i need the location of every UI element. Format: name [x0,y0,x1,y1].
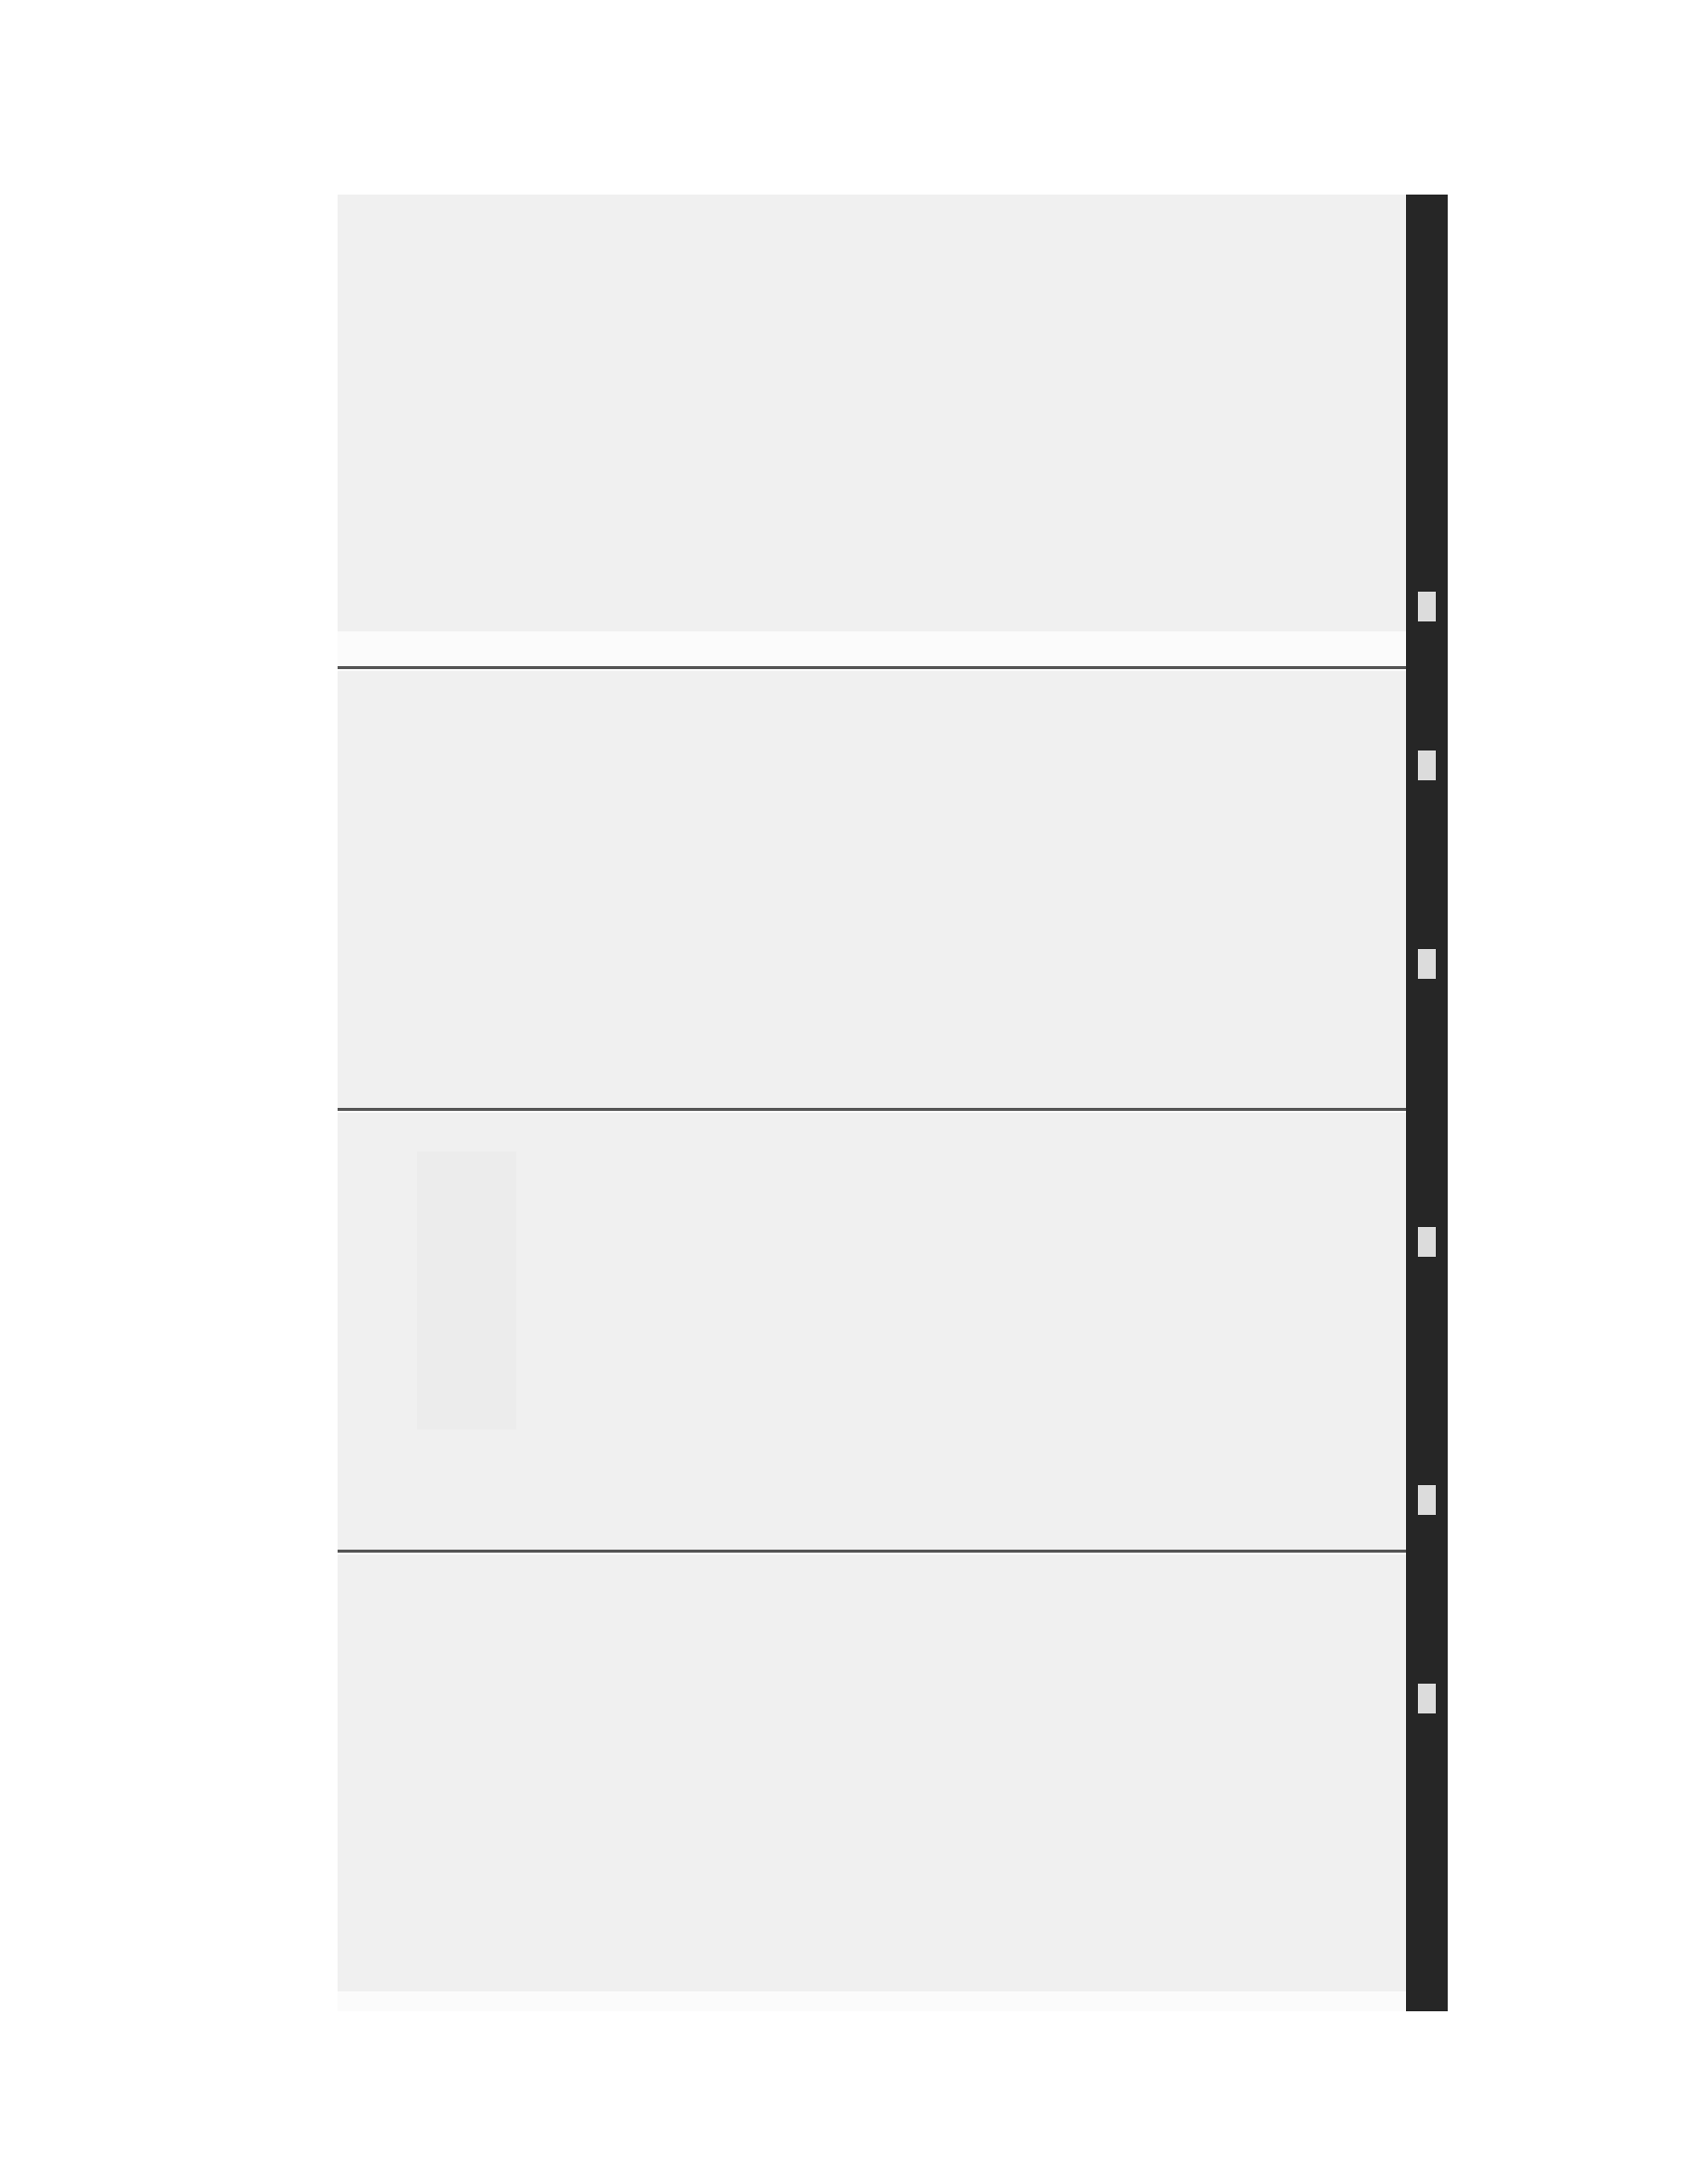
text-band-1 [338,195,1448,631]
sidebar-mark [1418,1227,1436,1257]
text-band-2 [338,671,1448,1108]
section-heading [417,1152,516,1430]
sidebar-mark [1418,592,1436,621]
sidebar-mark [1418,1684,1436,1713]
document-page [338,195,1448,2011]
column-divider [338,1108,1448,1111]
column-divider [338,666,1448,669]
text-band-4 [338,1555,1448,1991]
sidebar-mark [1418,751,1436,780]
sidebar-mark [1418,949,1436,979]
sidebar-strip [1406,195,1448,2011]
column-divider [338,1550,1448,1553]
sidebar-mark [1418,1485,1436,1515]
